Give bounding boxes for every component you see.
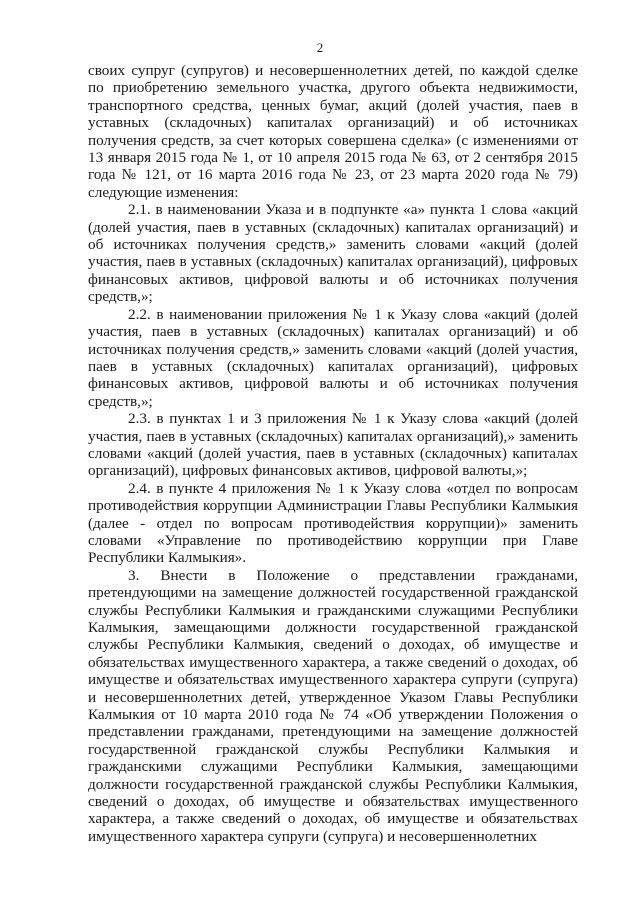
paragraph-2-1: 2.1. в наименовании Указа и в подпункте «а» пункта 1 слова «акций (долей участия, паев в уставных (складочных) капиталах организаций) и об источниках получения средств,» заменить словами «акций (долей участия, паев в уставных (складочных) капиталах организаций), цифровых финансовых активов, цифровой валюты и об источниках получения средств,»;	[88, 201, 578, 306]
paragraph-2-3: 2.3. в пунктах 1 и 3 приложения № 1 к Указу слова «акций (долей участия, паев в уставных (складочных) капиталах организаций),» заменить словами «акций (долей участия, паев в уставных (складочных) капиталах организаций), цифровых финансовых активов, цифровой валюты,»;	[88, 410, 578, 480]
paragraph-3: 3. Внести в Положение о представлении гражданами, претендующими на замещение должностей государственной гражданской службы Республики Калмыкия и гражданскими служащими Республики Калмыкия, замещающими должности государственной гражданской службы Республики Калмыкия, сведений о доходах, об имуществе и обязательствах имущественного характера, а также сведений о доходах, об имуществе и обязательствах имущественного характера супруги (супруга) и несовершеннолетних детей, утвержденное Указом Главы Республики Калмыкия от 10 марта 2010 года № 74 «Об утверждении Положения о представлении гражданами, претендующими на замещение должностей государственной гражданской службы Республики Калмыкия и гражданскими служащими Республики Калмыкия, замещающими должности государственной гражданской службы Республики Калмыкия, сведений о доходах, об имуществе и обязательствах имущественного характера, а также сведений о доходах, об имуществе и обязательствах имущественного характера супруги (супруга) и несовершеннолетних	[88, 566, 578, 845]
page-number: 2	[316, 40, 324, 55]
paragraph-2-2: 2.2. в наименовании приложения № 1 к Указу слова «акций (долей участия, паев в уставных (складочных) капиталах организаций) и об источниках получения средств,» заменить словами «акций (долей участия, паев в уставных (складочных) капиталах организаций), цифровых финансовых активов, цифровой валюты и об источниках получения средств,»;	[88, 305, 578, 410]
document-body	[88, 62, 578, 845]
paragraph-continuation: своих супруг (супругов) и несовершеннолетних детей, по каждой сделке по приобретению земельного участка, другого объекта недвижимости, транспортного средства, ценных бумаг, акций (долей участия, паев в уставных (складочных) капиталах организаций) и об источниках получения средств, за счет которых совершена сделка» (с изменениями от 13 января 2015 года № 1, от 10 апреля 2015 года № 63, от 2 сентября 2015 года № 121, от 16 марта 2016 года № 23, от 23 марта 2020 года № 79) следующие изменения:	[88, 62, 578, 201]
paragraph-2-4: 2.4. в пункте 4 приложения № 1 к Указу слова «отдел по вопросам противодействия коррупции Администрации Главы Республики Калмыкия (далее - отдел по вопросам противодействия коррупции)» заменить словами «Управление по противодействию коррупции при Главе Республики Калмыкия».	[88, 479, 578, 567]
